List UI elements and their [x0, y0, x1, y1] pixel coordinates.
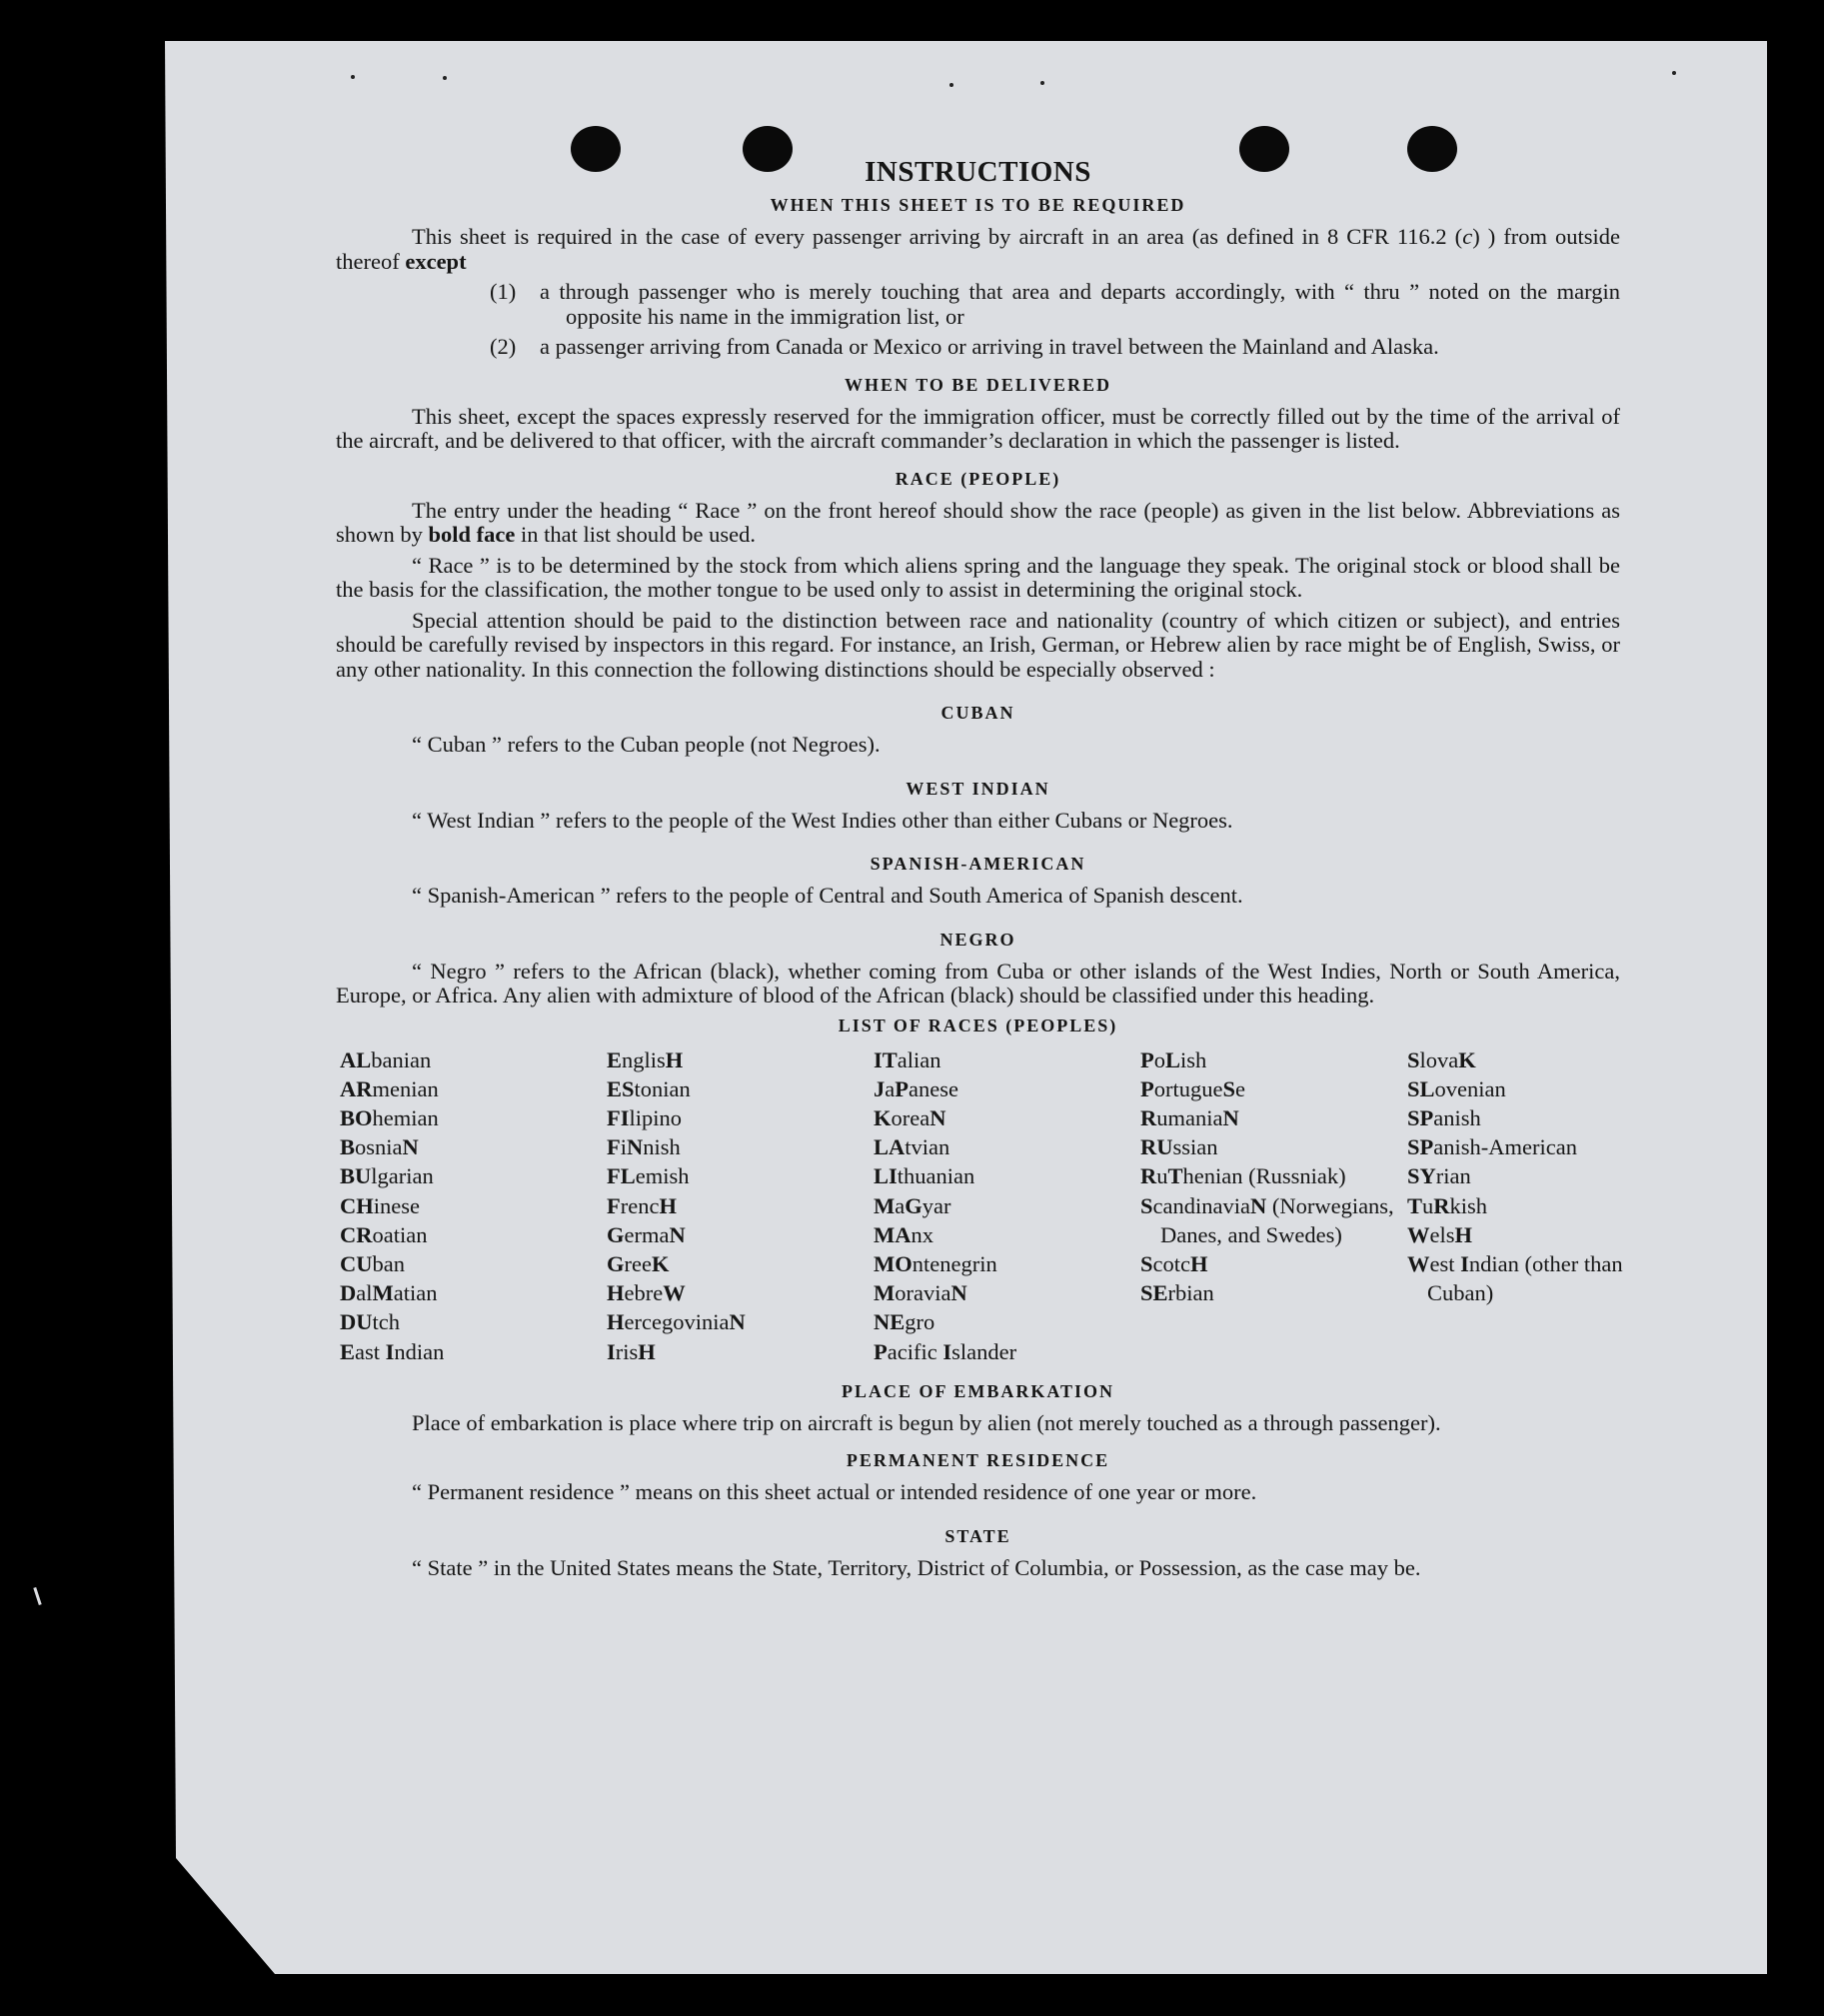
- section-heading: STATE: [944, 1525, 1011, 1546]
- race-item: EStonian: [607, 1075, 691, 1101]
- paragraph: “ West Indian ” refers to the people of the West Indies other than either Cubans or Negroes.: [412, 807, 1233, 833]
- race-column: [340, 1045, 607, 1366]
- race-item: ScandinaviaN (Norwegians, Danes, and Swedes): [1140, 1192, 1394, 1247]
- race-item: BOhemian: [340, 1104, 439, 1130]
- race-item: ScotcH: [1140, 1250, 1208, 1276]
- race-item: SLovenian: [1407, 1075, 1506, 1101]
- race-item: KoreaN: [874, 1104, 946, 1130]
- race-item: HercegoviniaN: [607, 1309, 746, 1335]
- race-item: CRoatian: [340, 1221, 428, 1247]
- instructions-body: [336, 150, 1623, 1586]
- section-heading: LIST OF RACES (PEOPLES): [838, 1014, 1118, 1035]
- race-item: West Indian (other than Cuban): [1407, 1250, 1623, 1306]
- race-item: CHinese: [340, 1192, 420, 1218]
- section-heading: RACE (PEOPLE): [895, 468, 1061, 489]
- race-item: JaPanese: [874, 1075, 958, 1101]
- race-item: FLemish: [607, 1163, 690, 1189]
- race-item: SPanish: [1407, 1104, 1481, 1130]
- section-heading: SPANISH-AMERICAN: [870, 854, 1086, 874]
- speck: [1672, 71, 1676, 75]
- race-item: East Indian: [340, 1338, 445, 1364]
- paragraph: Special attention should be paid to the distinction between race and nationality (country of which citizen or subject), and entries should be carefully revised by inspectors in this regard. For instance, an Irish, German, or Hebrew alien by race might be of English, Swiss, or any other nationality. In this connection the following distinctions should be especially observed :: [336, 607, 1620, 682]
- race-item: MoraviaN: [874, 1280, 967, 1306]
- race-item: PoLish: [1140, 1046, 1207, 1072]
- paragraph: The entry under the heading “ Race ” on the front hereof should show the race (people) as given in the list below. Abbreviations as shown by bold face in that list should be used.: [336, 497, 1620, 547]
- race-item: SYrian: [1407, 1163, 1471, 1189]
- section-heading: NEGRO: [939, 929, 1016, 950]
- race-item: SErbian: [1140, 1280, 1214, 1306]
- paragraph: “ Spanish-American ” refers to the people of Central and South America of Spanish descent.: [412, 883, 1243, 908]
- section-heading: WHEN THIS SHEET IS TO BE REQUIRED: [770, 195, 1186, 215]
- section-heading: WEST INDIAN: [906, 778, 1050, 799]
- race-item: RUssian: [1140, 1134, 1218, 1160]
- list-item: (1) a through passenger who is merely touching that area and departs accordingly, with “ thru ” noted on the margin opposite his name in the immigration list, or: [490, 279, 1620, 329]
- race-item: FIlipino: [607, 1104, 683, 1130]
- race-item: RuThenian (Russniak): [1140, 1163, 1346, 1189]
- race-item: WelsH: [1407, 1221, 1473, 1247]
- speck: [351, 75, 355, 79]
- section-heading: PLACE OF EMBARKATION: [841, 1380, 1114, 1401]
- paragraph: “ Cuban ” refers to the Cuban people (not Negroes).: [412, 732, 881, 757]
- race-item: EnglisH: [607, 1046, 684, 1072]
- section-heading: PERMANENT RESIDENCE: [846, 1450, 1110, 1471]
- race-item: SPanish-American: [1407, 1134, 1577, 1160]
- race-item: MaGyar: [874, 1192, 951, 1218]
- race-item: SlovaK: [1407, 1046, 1476, 1072]
- paragraph: Place of embarkation is place where trip on aircraft is begun by alien (not merely touched as a through passenger).: [412, 1409, 1441, 1435]
- race-column: [1407, 1045, 1674, 1366]
- list-item: (2) a passenger arriving from Canada or Mexico or arriving in travel between the Mainland and Alaska.: [490, 334, 1439, 359]
- race-column: [1140, 1045, 1407, 1366]
- paragraph: “ Permanent residence ” means on this sheet actual or intended residence of one year or more.: [412, 1479, 1257, 1505]
- paragraph: “ Race ” is to be determined by the stock from which aliens spring and the language they speak. The original stock or blood shall be the basis for the classification, the mother tongue to be used only to assist in determining the original stock.: [336, 552, 1620, 602]
- race-column: [607, 1045, 874, 1366]
- page-title: INSTRUCTIONS: [865, 156, 1091, 188]
- race-item: MOntenegrin: [874, 1250, 997, 1276]
- race-item: IrisH: [607, 1338, 656, 1364]
- race-item: PortugueSe: [1140, 1075, 1245, 1101]
- race-item: LAtvian: [874, 1134, 950, 1160]
- race-item: FrencH: [607, 1192, 677, 1218]
- paragraph: “ Negro ” refers to the African (black), whether coming from Cuba or other islands of the West Indies, North or South America, Europe, or Africa. Any alien with admixture of blood of the African (black) should be classified under this heading.: [336, 958, 1620, 1008]
- speck: [1040, 81, 1044, 85]
- race-item: NEgro: [874, 1309, 935, 1335]
- race-item: ITalian: [874, 1046, 941, 1072]
- race-item: BUlgarian: [340, 1163, 434, 1189]
- paragraph: “ State ” in the United States means the State, Territory, District of Columbia, or Possession, as the case may be.: [412, 1554, 1421, 1580]
- race-item: HebreW: [607, 1280, 686, 1306]
- race-item: BosniaN: [340, 1134, 419, 1160]
- section-heading: CUBAN: [940, 703, 1015, 723]
- race-item: DUtch: [340, 1309, 400, 1335]
- race-item: Pacific Islander: [874, 1338, 1017, 1364]
- race-item: RumaniaN: [1140, 1104, 1239, 1130]
- race-list: [340, 1045, 1623, 1366]
- speck: [949, 83, 953, 87]
- race-item: CUban: [340, 1250, 405, 1276]
- race-item: TuRkish: [1407, 1192, 1488, 1218]
- race-item: GermaN: [607, 1221, 686, 1247]
- section-heading: WHEN TO BE DELIVERED: [845, 374, 1111, 395]
- paragraph: This sheet is required in the case of every passenger arriving by aircraft in an area (as defined in 8 CFR 116.2 (c) ) from outside thereof except: [336, 224, 1621, 274]
- race-item: ALbanian: [340, 1046, 432, 1072]
- race-column: [874, 1045, 1140, 1366]
- race-item: FiNnish: [607, 1134, 681, 1160]
- race-item: MAnx: [874, 1221, 933, 1247]
- race-item: LIthuanian: [874, 1163, 975, 1189]
- paragraph: This sheet, except the spaces expressly reserved for the immigration officer, must be correctly filled out by the time of the arrival of the aircraft, and be delivered to that officer, with the aircraft commander’s declaration in which the passenger is listed.: [336, 403, 1620, 453]
- race-item: ARmenian: [340, 1075, 439, 1101]
- race-item: GreeK: [607, 1250, 670, 1276]
- edge-mark: [33, 1587, 41, 1605]
- race-item: DalMatian: [340, 1280, 438, 1306]
- speck: [443, 76, 447, 80]
